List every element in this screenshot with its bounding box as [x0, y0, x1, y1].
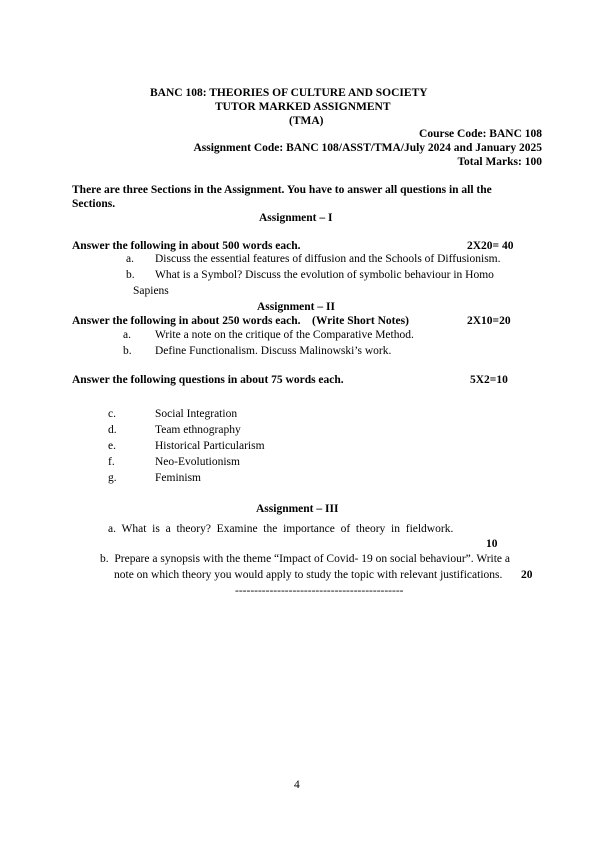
question-letter: b. [126, 269, 135, 281]
assignment-code: Assignment Code: BANC 108/ASST/TMA/July 2024 and January 2025 [193, 142, 542, 154]
question-text: What is a Symbol? Discuss the evolution of symbolic behaviour in Homo [155, 269, 494, 281]
question-text-continuation: Sapiens [133, 285, 169, 297]
section2-short-marks: 5X2=10 [470, 374, 508, 386]
section2-marks: 2X10=20 [467, 315, 511, 327]
divider-line: -------------------------------------------- [235, 585, 404, 597]
short-note-topic: Feminism [155, 472, 202, 484]
short-note-topic: Historical Particularism [155, 440, 265, 452]
section1-instruction: Answer the following in about 500 words each. [72, 240, 301, 252]
question-3a: a. What is a theory? Examine the importance of theory in fieldwork. [108, 523, 454, 535]
section2-short-instruction: Answer the following questions in about 75 words each. [72, 374, 344, 386]
total-marks: Total Marks: 100 [457, 156, 542, 168]
question-3b-line2: note on which theory you would apply to study the topic with relevant justifications. [114, 569, 503, 581]
course-title: BANC 108: THEORIES OF CULTURE AND SOCIETY [150, 87, 428, 99]
question-3b-line1: b. Prepare a synopsis with the theme “Impact of Covid- 19 on social behaviour”. Write a [100, 553, 511, 565]
question-letter: a. [126, 253, 134, 265]
section2-heading: Assignment – II [257, 301, 335, 313]
section1-marks: 2X20= 40 [467, 240, 514, 252]
short-note-letter: d. [108, 424, 117, 436]
question-3a-marks: 10 [486, 538, 498, 550]
question-letter: b. [123, 345, 132, 357]
short-note-letter: g. [108, 472, 117, 484]
short-note-topic: Social Integration [155, 408, 238, 420]
question-text: Discuss the essential features of diffusion and the Schools of Diffusionism. [155, 253, 501, 265]
intro-text-line2: Sections. [72, 198, 116, 210]
short-note-letter: e. [108, 440, 116, 452]
short-note-letter: f. [108, 456, 115, 468]
short-note-topic: Team ethnography [155, 424, 241, 436]
assignment-abbr: (TMA) [289, 115, 324, 127]
question-letter: a. [123, 329, 131, 341]
section1-heading: Assignment – I [259, 212, 333, 224]
course-code: Course Code: BANC 108 [419, 128, 542, 140]
question-3b-marks: 20 [521, 569, 533, 581]
question-text: Write a note on the critique of the Comparative Method. [155, 329, 414, 341]
question-text: Define Functionalism. Discuss Malinowski’s work. [155, 345, 392, 357]
short-note-topic: Neo-Evolutionism [155, 456, 240, 468]
section3-heading: Assignment – III [256, 503, 339, 515]
page-number: 4 [294, 779, 300, 791]
section2-instruction: Answer the following in about 250 words each. (Write Short Notes) [72, 315, 409, 327]
short-note-letter: c. [108, 408, 116, 420]
assignment-type: TUTOR MARKED ASSIGNMENT [215, 101, 391, 113]
intro-text-line1: There are three Sections in the Assignment. You have to answer all questions in all the [72, 184, 492, 196]
